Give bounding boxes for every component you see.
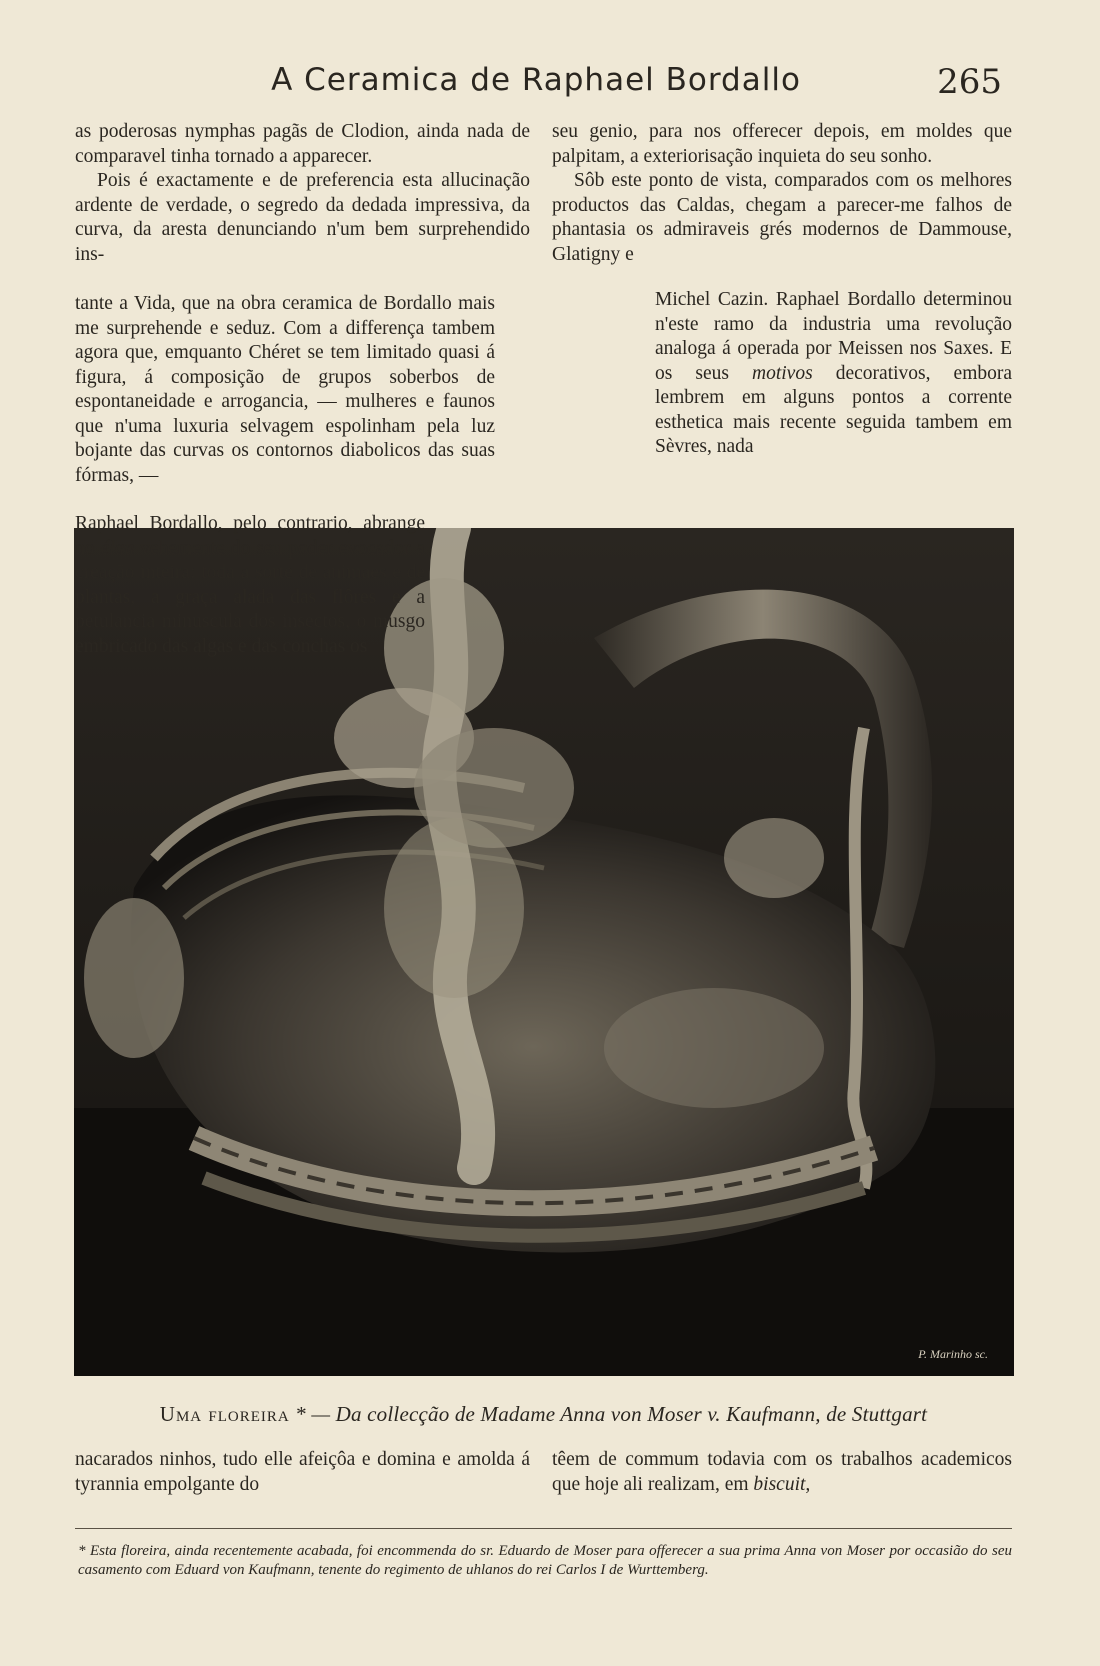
text-run: Michel Cazin. Raphael Bordallo determinou n'este ramo da industria uma revolução analoga á operada por Meissen nos Saxes. E os seus	[655, 289, 1012, 384]
paragraph: nacarados ninhos, tudo elle afeiçôa e domina e amolda á tyrannia empolgante do	[75, 1449, 530, 1495]
text-run: têem de commum todavia com os trabalhos academicos que hoje ali realizam, em	[552, 1449, 1012, 1495]
relief-figures	[604, 988, 824, 1108]
left-column-narrow	[75, 512, 425, 659]
caption-text: * — Da collecção de Madame Anna von Moser v. Kaufmann, de Stuttgart	[295, 1402, 928, 1426]
paragraph: Pois é exactamente e de preferencia esta allucinação ardente de verdade, o segredo da dedada impressiva, da curva, da aresta denunciando n'um bem surprehendido ins-	[75, 170, 530, 265]
left-column-top	[75, 120, 530, 267]
paragraph	[552, 1448, 1012, 1497]
running-title: A Ceramica de Raphael Bordallo	[271, 62, 801, 98]
page-header	[70, 62, 1002, 106]
left-column-bottom	[75, 1448, 530, 1497]
engraver-signature: P. Marinho sc.	[918, 1347, 988, 1361]
italic-word: biscuit,	[753, 1473, 811, 1495]
page-number: 265	[937, 62, 1002, 102]
italic-word: élan	[100, 537, 135, 559]
relief-figures	[724, 818, 824, 898]
paragraph: as poderosas nymphas pagãs de Clodion, ainda nada de comparavel tinha tornado a apparecer.	[75, 121, 530, 167]
paragraph	[655, 288, 1012, 460]
relief-figures	[384, 818, 524, 998]
text-run: vehemente do seu poder evocador a creação inteira: toda a sorte de animaes e de plantas, a graça alada das flôres e a petulancia minuscula dos insectos, o musgo embricado das algas e das conchas os	[75, 537, 426, 657]
left-column-middle	[75, 292, 495, 488]
text-run: decorativos, embora lembrem em alguns pontos a corrente esthetica mais recente seguida tambem em Sèvres, nada	[655, 362, 1013, 457]
footnote: * Esta floreira, ainda recentemente acabada, foi encommenda do sr. Eduardo de Moser para offerecer a sua prima Anna von Moser por occasião do seu casamento com Eduard von Kaufmann, tenente do regimento de uhlanos do rei Carlos I de Wurttemberg.	[78, 1543, 1012, 1578]
footnote-divider	[75, 1528, 1012, 1529]
paragraph: seu genio, para nos offerecer depois, em moldes que palpitam, a exteriorisação inquieta do seu sonho.	[552, 121, 1012, 167]
text-run: Raphael Bordallo, pelo contrario, abrange no	[75, 513, 425, 559]
flower-cluster	[84, 898, 184, 1058]
right-column-top	[552, 120, 1012, 267]
paragraph: Sôb este ponto de vista, comparados com os melhores productos das Caldas, chegam a parecer-me falhos de phantasia os admiraveis grés modernos de Dammouse, Glatigny e	[552, 170, 1012, 265]
figure-caption	[75, 1402, 1012, 1427]
paragraph	[75, 512, 425, 659]
paragraph: tante a Vida, que na obra ceramica de Bordallo mais me surprehende e seduz. Com a differença tambem agora que, emquanto Chéret se tem limitado quasi á figura, á composição de grupos soberbos de espontaneidade e arrogancia, — mulheres e faunos que n'uma luxuria selvagem espolinham pela luz bojante das curvas os contornos diabolicos das suas fórmas, —	[75, 293, 495, 486]
right-column-middle	[655, 288, 1012, 460]
right-column-bottom	[552, 1448, 1012, 1497]
caption-lead: Uma floreira	[159, 1402, 290, 1426]
italic-word: motivos	[752, 362, 813, 384]
